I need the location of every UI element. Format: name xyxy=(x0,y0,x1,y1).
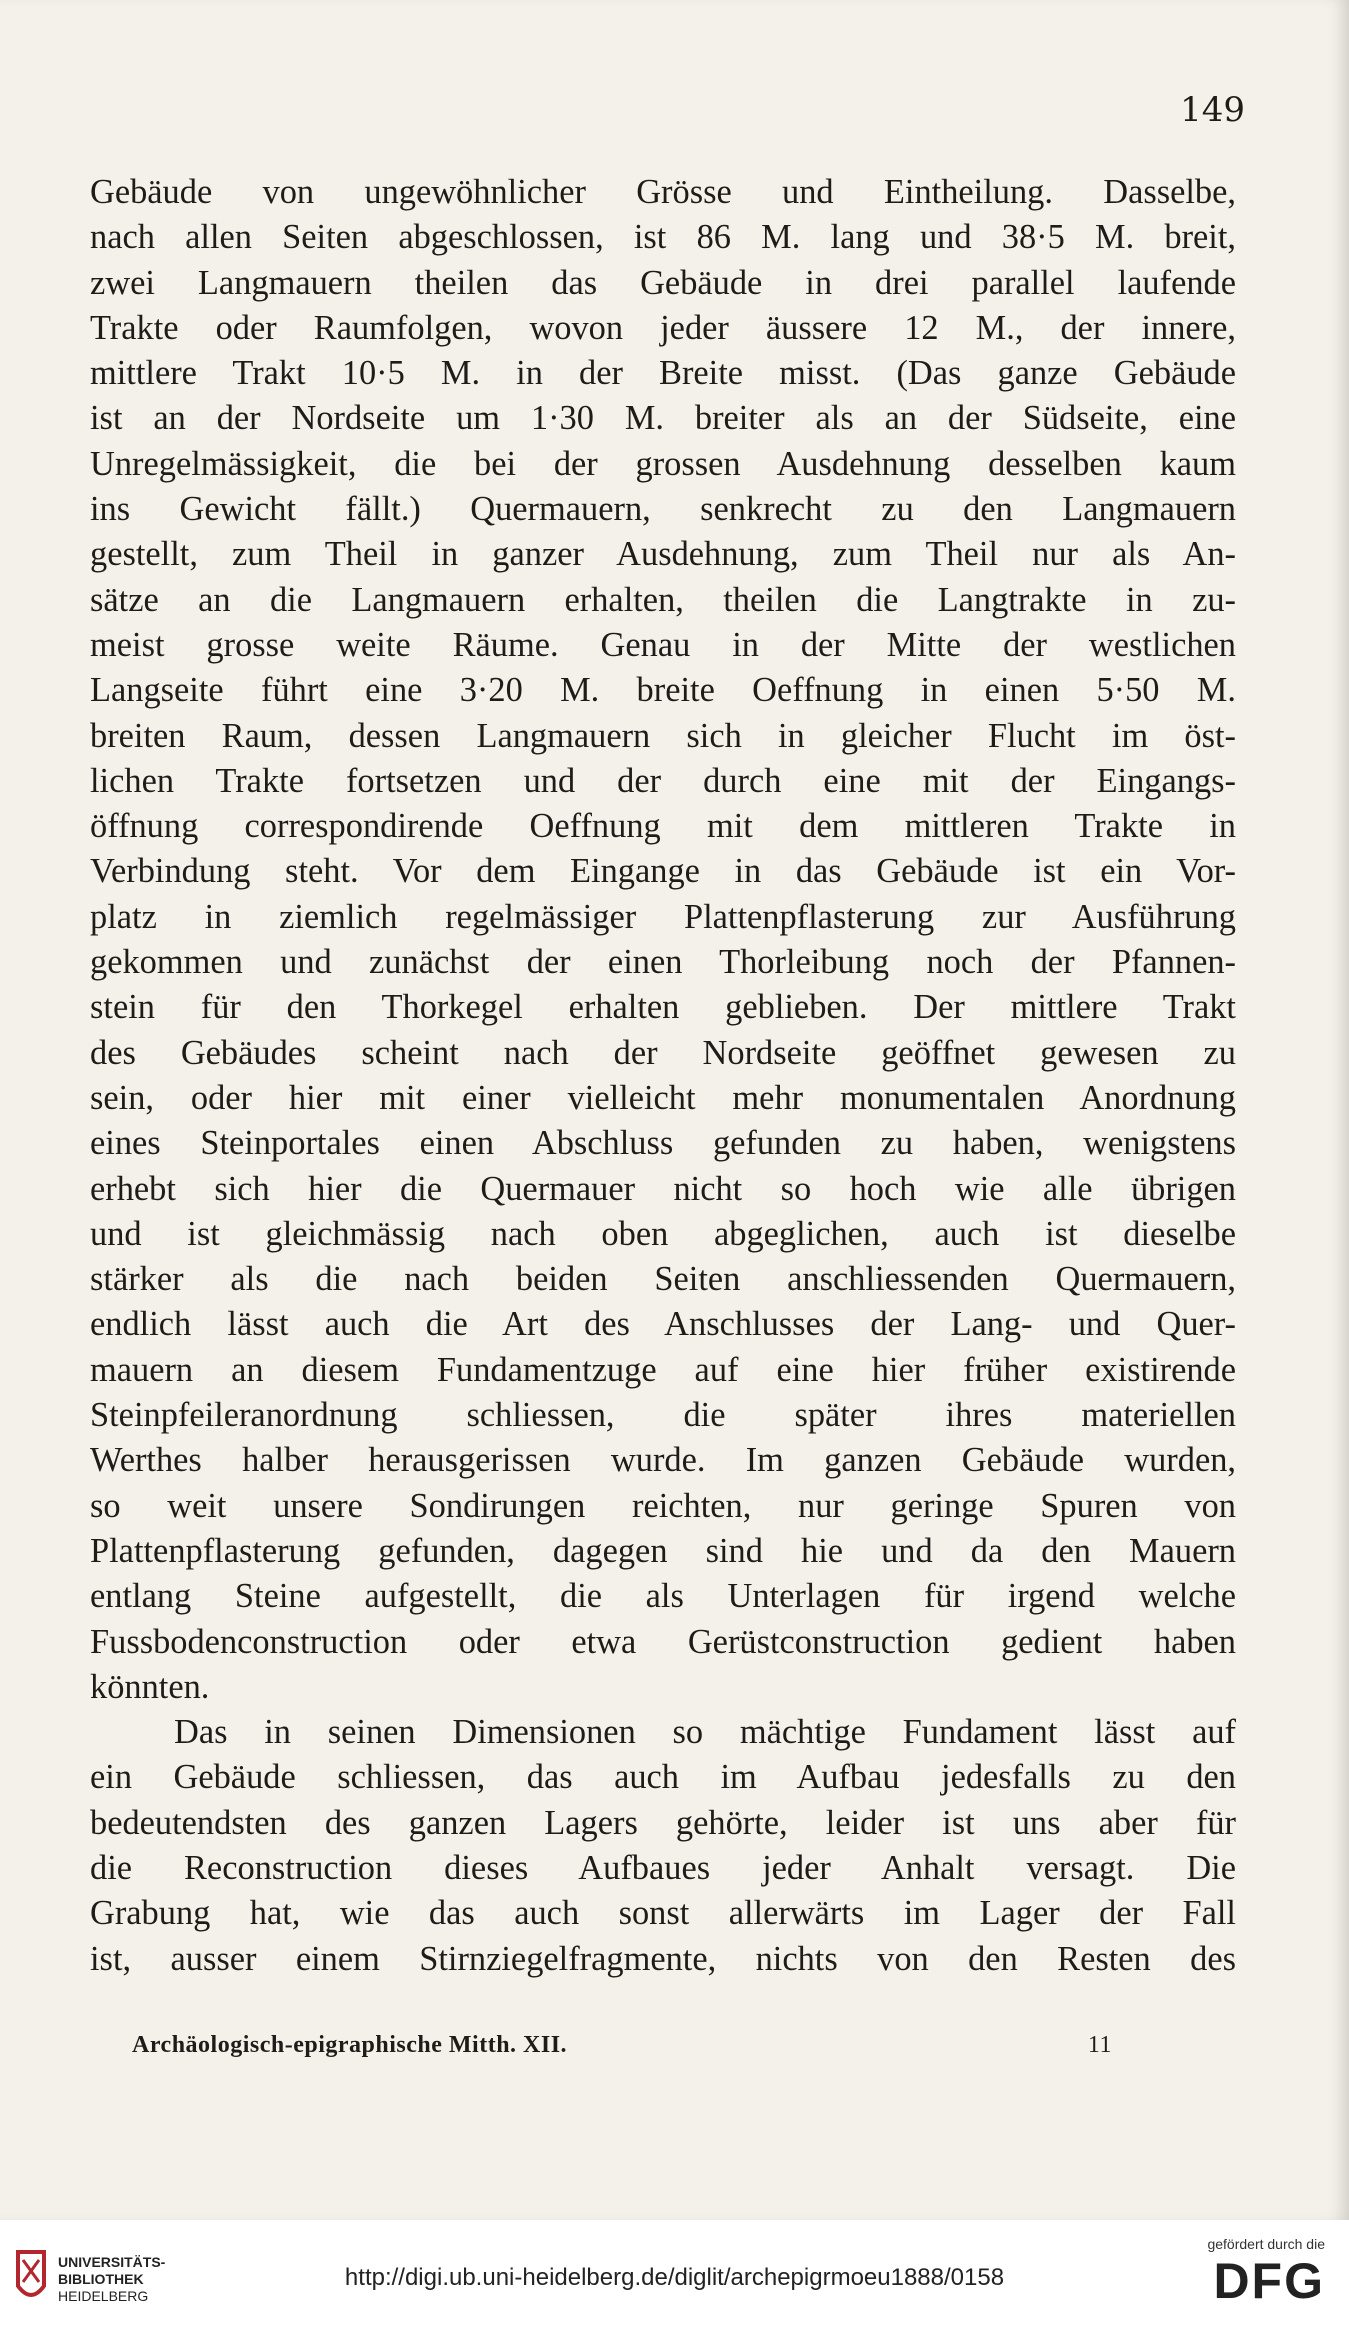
text-line: gestellt, zum Theil in ganzer Ausdehnung, zum Theil nur als An- xyxy=(90,535,1236,574)
text-line: ins Gewicht fällt.) Quermauern, senkrecht zu den Langmauern xyxy=(90,490,1236,529)
text-line: Fussbodenconstruction oder etwa Gerüstconstruction gedient haben xyxy=(90,1622,1236,1661)
signature-line xyxy=(132,2032,1112,2059)
text-line: könnten. xyxy=(90,1667,210,1706)
library-line-1: UNIVERSITÄTS- xyxy=(58,2253,166,2270)
text-line: bedeutendsten des ganzen Lagers gehörte, leider ist uns aber für xyxy=(90,1803,1236,1842)
text-line: Unregelmässigkeit, die bei der grossen Ausdehnung desselben kaum xyxy=(90,444,1236,483)
text-line: Steinpfeileranordnung schliessen, die später ihres materiellen xyxy=(90,1396,1236,1435)
page-number: 149 xyxy=(1180,90,1245,130)
library-line-2: BIBLIOTHEK xyxy=(58,2270,144,2287)
text-line: platz in ziemlich regelmässiger Plattenpflasterung zur Ausführung xyxy=(90,897,1236,936)
text-line: sein, oder hier mit einer vielleicht mehr monumentalen Anordnung xyxy=(90,1078,1236,1117)
body-text xyxy=(90,170,1236,1982)
permalink-url[interactable]: http://digi.ub.uni-heidelberg.de/diglit/archepigrmoeu1888/0158 xyxy=(344,2264,1005,2291)
text-line: entlang Steine aufgestellt, die als Unterlagen für irgend welche xyxy=(90,1577,1236,1616)
text-line: ist, ausser einem Stirnziegelfragmente, nichts von den Resten des xyxy=(90,1939,1236,1978)
text-line: Langseite führt eine 3·20 M. breite Oeffnung in einen 5·50 M. xyxy=(90,671,1236,710)
text-line: zwei Langmauern theilen das Gebäude in drei parallel laufende xyxy=(90,263,1236,302)
text-line: endlich lässt auch die Art des Anschlusses der Lang- und Quer- xyxy=(90,1305,1236,1344)
text-line: lichen Trakte fortsetzen und der durch eine mit der Eingangs- xyxy=(90,761,1236,800)
text-line: nach allen Seiten abgeschlossen, ist 86 M. lang und 38·5 M. breit, xyxy=(90,218,1236,257)
text-line: mittlere Trakt 10·5 M. in der Breite misst. (Das ganze Gebäude xyxy=(90,354,1236,393)
text-line: Plattenpflasterung gefunden, dagegen sind hie und da den Mauern xyxy=(90,1531,1236,1570)
text-line: Das in seinen Dimensionen so mächtige Fundament lässt auf xyxy=(174,1713,1236,1752)
text-line: Grabung hat, wie das auch sonst allerwärts im Lager der Fall xyxy=(90,1894,1236,1933)
dfg-logo-icon: DFG xyxy=(1213,2253,1325,2309)
text-line: die Reconstruction dieses Aufbaues jeder Anhalt versagt. Die xyxy=(90,1848,1236,1887)
text-line: Werthes halber herausgerissen wurde. Im ganzen Gebäude wurden, xyxy=(90,1441,1236,1480)
text-line: breiten Raum, dessen Langmauern sich in gleicher Flucht im öst- xyxy=(90,716,1236,755)
text-line: Gebäude von ungewöhnlicher Grösse und Eintheilung. Dasselbe, xyxy=(90,173,1236,211)
text-line: gekommen und zunächst der einen Thorleibung noch der Pfannen- xyxy=(90,943,1236,982)
text-line: ist an der Nordseite um 1·30 M. breiter als an der Südseite, eine xyxy=(90,399,1236,438)
text-line: eines Steinportales einen Abschluss gefunden zu haben, wenigstens xyxy=(90,1124,1236,1163)
text-line: erhebt sich hier die Quermauer nicht so hoch wie alle übrigen xyxy=(90,1169,1236,1208)
funder-note: gefördert durch die xyxy=(1207,2236,1325,2252)
text-line: stein für den Thorkegel erhalten geblieben. Der mittlere Trakt xyxy=(90,988,1236,1027)
text-line: mauern an diesem Fundamentzuge auf eine hier früher existirende xyxy=(90,1350,1236,1389)
library-line-3: HEIDELBERG xyxy=(58,2287,149,2304)
text-line: Trakte oder Raumfolgen, wovon jeder äussere 12 M., der innere, xyxy=(90,308,1236,347)
text-line: Verbindung steht. Vor dem Eingange in das Gebäude ist ein Vor- xyxy=(90,852,1236,891)
text-line: ein Gebäude schliessen, das auch im Aufbau jedesfalls zu den xyxy=(90,1758,1236,1797)
text-line: stärker als die nach beiden Seiten anschliessenden Quermauern, xyxy=(90,1260,1236,1299)
funder-logo[interactable] xyxy=(1207,2236,1325,2309)
sheet-number: 11 xyxy=(1087,2032,1112,2058)
text-line: des Gebäudes scheint nach der Nordseite geöffnet gewesen zu xyxy=(90,1033,1236,1072)
text-line: öffnung correspondirende Oeffnung mit dem mittleren Trakte in xyxy=(90,807,1236,846)
text-line: sätze an die Langmauern erhalten, theilen die Langtrakte in zu- xyxy=(90,580,1236,619)
text-line: meist grosse weite Räume. Genau in der Mitte der westlichen xyxy=(90,625,1236,664)
text-line: so weit unsere Sondirungen reichten, nur geringe Spuren von xyxy=(90,1486,1236,1525)
text-line: und ist gleichmässig nach oben abgeglichen, auch ist dieselbe xyxy=(90,1214,1236,1253)
signature-title: Archäologisch-epigraphische Mitth. XII. xyxy=(132,2032,568,2058)
